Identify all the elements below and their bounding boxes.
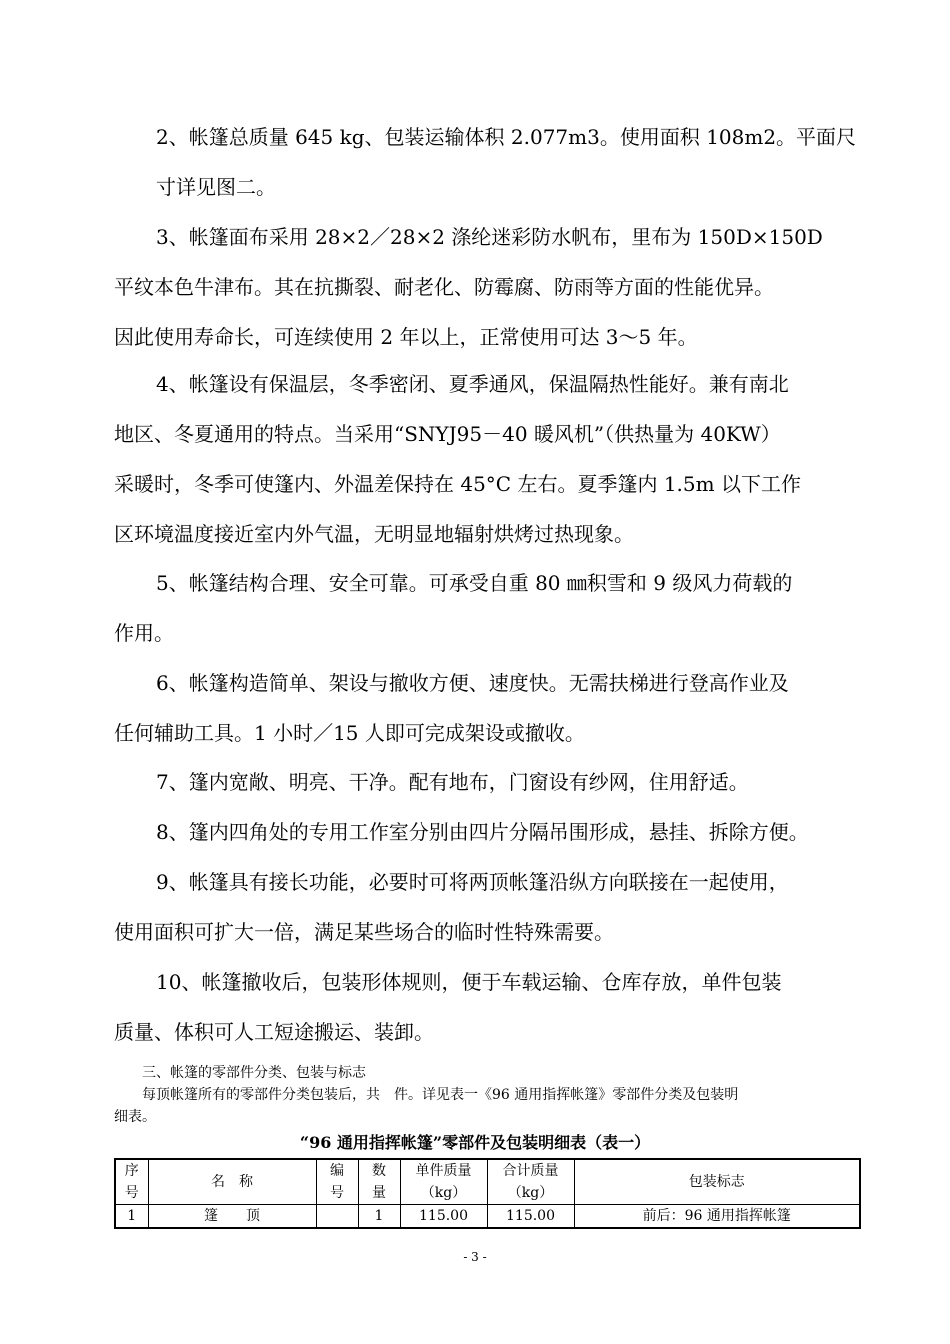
header-code-line: 号 [330,1185,344,1201]
table-header-row [115,1159,860,1205]
paragraph-3 [114,212,862,362]
text-line: 平纹本色牛津布。其在抗撕裂、耐老化、防霉腐、防雨等方面的性能优异。 [114,275,774,299]
text-line: 8、篷内四角处的专用工作室分别由四片分隔吊围形成，悬挂、拆除方便。 [156,820,809,844]
paragraph-2 [114,112,862,212]
header-total-mass [487,1159,574,1205]
text-line: 9、帐篷具有接长功能，必要时可将两顶帐篷沿纵方向联接在一起使用， [156,870,789,894]
text-line: 10、帐篷撤收后，包装形体规则，便于车载运输、仓库存放，单件包装 [156,970,782,994]
section-heading: 三、帐篷的零部件分类、包装与标志 [142,1065,366,1081]
section-block [114,1062,862,1128]
section-body-line: 细表。 [114,1109,156,1125]
section-body-line: 每顶帐篷所有的零部件分类包装后，共 件。详见表一《96 通用指挥帐篷》零部件分类及包装明 [142,1087,739,1103]
header-qty-line: 数 [372,1163,386,1179]
header-seq [115,1159,148,1205]
cell-unit-mass: 115.00 [400,1205,487,1229]
text-line: 区环境温度接近室内外气温，无明显地辐射烘烤过热现象。 [114,522,634,546]
header-seq-line: 序 [124,1163,139,1179]
header-code-line: 编 [330,1163,344,1179]
paragraph-5 [114,558,862,658]
text-line: 2、帐篷总质量 645 kg、包装运输体积 2.077m3。使用面积 108m2。平面尺 [156,125,857,149]
text-line: 5、帐篷结构合理、安全可靠。可承受自重 80 ㎜积雪和 9 级风力荷载的 [156,571,793,595]
text-line: 使用面积可扩大一倍，满足某些场合的临时性特殊需要。 [114,920,614,944]
text-line: 采暖时，冬季可使篷内、外温差保持在 45°C 左右。夏季篷内 1.5m 以下工作 [114,472,801,496]
cell-total-mass: 115.00 [487,1205,574,1229]
paragraph-7 [114,757,862,807]
text-line: 寸详见图二。 [156,175,276,199]
header-name: 名 称 [148,1159,316,1205]
header-code [316,1159,358,1205]
header-qty [358,1159,400,1205]
header-seq-line: 号 [124,1185,139,1201]
paragraph-4 [114,359,862,559]
header-total-mass-line: 合计质量 [502,1163,559,1179]
text-line: 质量、体积可人工短途搬运、装卸。 [114,1020,434,1044]
parts-table [114,1158,861,1229]
header-mark: 包装标志 [574,1159,860,1205]
paragraph-6 [114,658,862,758]
header-qty-line: 量 [372,1185,386,1201]
text-line: 7、篷内宽敞、明亮、干净。配有地布，门窗设有纱网，住用舒适。 [156,770,749,794]
cell-qty: 1 [358,1205,400,1229]
table-title: “96 通用指挥帐篷”零部件及包装明细表（表一） [299,1133,651,1152]
table-row [115,1205,860,1229]
header-unit-mass-line: 单件质量 [415,1163,472,1179]
text-line: 地区、冬夏通用的特点。当采用“SNYJ95－40 暖风机”（供热量为 40KW） [114,422,781,446]
text-line: 任何辅助工具。1 小时／15 人即可完成架设或撤收。 [114,721,585,745]
paragraph-10 [114,957,862,1057]
cell-mark: 前后：96 通用指挥帐篷 [574,1205,860,1229]
header-unit-mass-line: （kg） [420,1185,467,1201]
header-total-mass-line: （kg） [507,1185,554,1201]
cell-name: 篷 顶 [148,1205,316,1229]
cell-seq: 1 [115,1205,148,1229]
page-number: - 3 - [463,1250,487,1264]
text-line: 6、帐篷构造简单、架设与撤收方便、速度快。无需扶梯进行登高作业及 [156,671,789,695]
text-line: 3、帐篷面布采用 28×2／28×2 涤纶迷彩防水帆布，里布为 150D×150D [156,225,823,249]
paragraph-8 [114,807,862,857]
paragraph-9 [114,857,862,957]
text-line: 作用。 [114,621,174,645]
text-line: 4、帐篷设有保温层，冬季密闭、夏季通风，保温隔热性能好。兼有南北 [156,372,789,396]
text-line: 因此使用寿命长，可连续使用 2 年以上，正常使用可达 3～5 年。 [114,325,698,349]
header-unit-mass [400,1159,487,1205]
cell-code [316,1205,358,1229]
